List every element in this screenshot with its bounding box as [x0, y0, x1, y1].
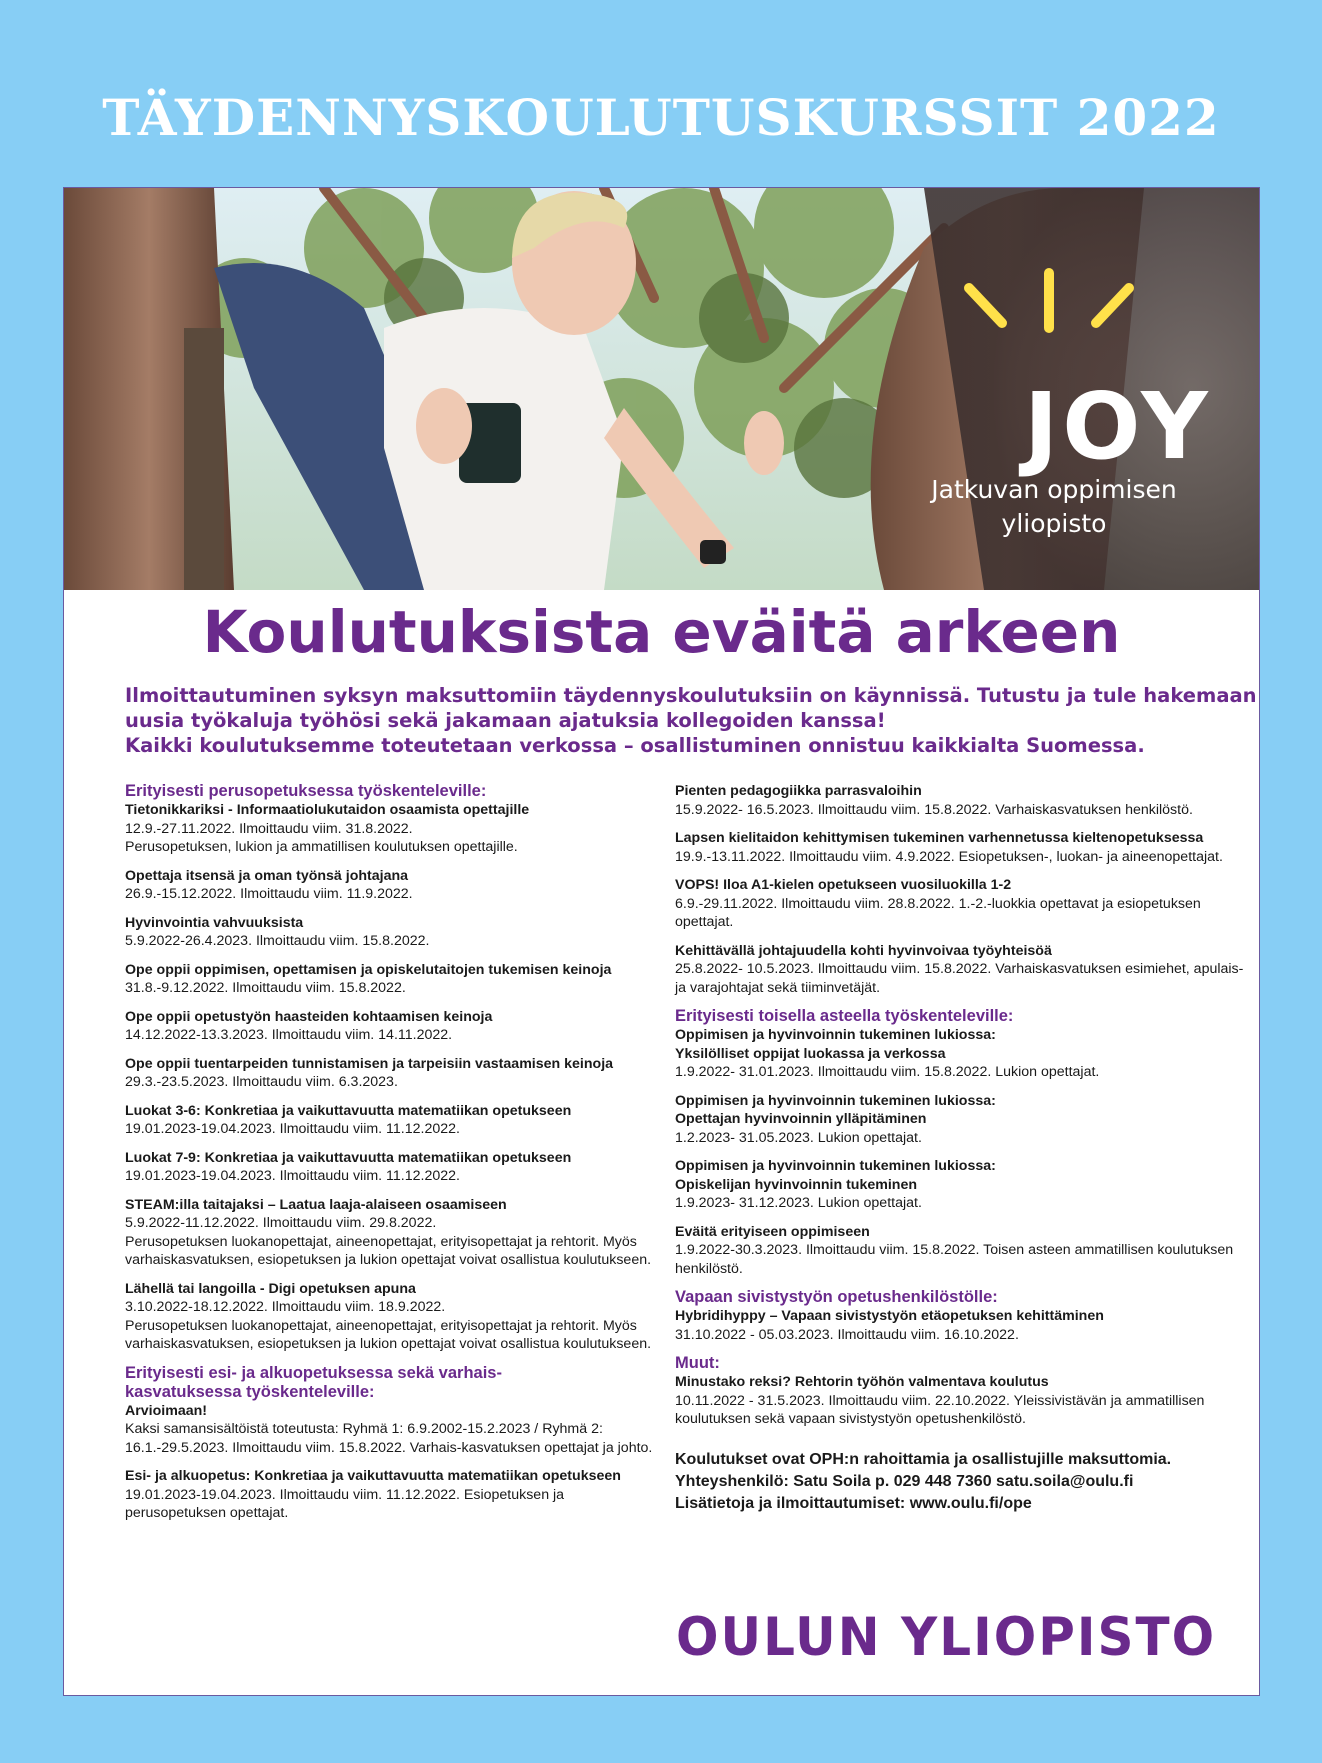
right-column [675, 782, 1245, 1515]
course-dates: 26.9.-15.12.2022. Ilmoittaudu viim. 11.9.2022. [125, 886, 413, 902]
course-title: Luokat 3-6: Konkretiaa ja vaikuttavuutta matematiikan opetukseen [125, 1102, 572, 1119]
course-dates: 19.01.2023-19.04.2023. Ilmoittaudu viim. 11.12.2022. [125, 1168, 460, 1184]
course-title: Hybridihyppy – Vapaan sivistystyön etäopetuksen kehittäminen [675, 1308, 1104, 1324]
course-dates: 15.9.2022- 16.5.2023. Ilmoittaudu viim. 15.8.2022. Varhaiskasvatuksen henkilöstö. [675, 801, 1193, 818]
flyer-card [63, 187, 1260, 1696]
joy-logo [904, 293, 1244, 553]
course-item [675, 782, 1245, 819]
intro-line-1: Ilmoittautuminen syksyn maksuttomiin täydennyskoulutuksiin on käynnissä. Tutustu ja tule hakemaan [125, 684, 1257, 707]
intro-text [125, 683, 1257, 758]
left-column [125, 782, 665, 1533]
course-title: Hyvinvointia vahvuuksista [125, 914, 304, 931]
joy-sub-line2: yliopisto [1001, 509, 1107, 538]
course-dates: 5.9.2022-11.12.2022. Ilmoittaudu viim. 29.8.2022. [125, 1215, 437, 1231]
course-item [125, 1055, 665, 1092]
course-item [125, 1196, 665, 1270]
section-heading [125, 1364, 665, 1402]
course-item [675, 1373, 1245, 1429]
course-item [125, 914, 665, 951]
section-heading: Erityisesti toisella asteella työskenteleville: [675, 1007, 1014, 1025]
course-item [675, 876, 1245, 932]
course-dates: 14.12.2022-13.3.2023. Ilmoittaudu viim. 14.11.2022. [125, 1027, 453, 1043]
course-dates: 19.01.2023-19.04.2023. Ilmoittaudu viim. 11.12.2022. [125, 1121, 460, 1137]
course-dates: 19.01.2023-19.04.2023. Ilmoittaudu viim. 11.12.2022. Esiopetuksen ja perusopetuksen opettajat. [125, 1486, 565, 1521]
course-dates: 10.11.2022 - 31.5.2023. Ilmoittaudu viim. 22.10.2022. Yleissivistävän ja ammatillisen koulutuksen sekä vapaan sivistystyön opetushenkilöstö. [675, 1392, 1205, 1427]
course-item [675, 1026, 1245, 1082]
course-title: Oppimisen ja hyvinvoinnin tukeminen lukiossa: [675, 1092, 996, 1109]
course-item [675, 1157, 1245, 1213]
section-heading: Vapaan sivistystyön opetushenkilöstölle: [675, 1288, 998, 1306]
course-item [675, 1223, 1245, 1279]
course-item [125, 801, 665, 857]
course-item [675, 829, 1245, 866]
joy-sub-line1: Jatkuvan oppimisen [931, 475, 1177, 504]
section-heading-line2: kasvatuksessa työskenteleville: [125, 1382, 375, 1401]
course-item [125, 867, 665, 904]
contact-person: Yhteyshenkilö: Satu Soila p. 029 448 7360 satu.soila@oulu.fi [675, 1472, 1134, 1490]
course-dates: 29.3.-23.5.2023. Ilmoittaudu viim. 6.3.2023. [125, 1074, 398, 1090]
course-dates: Kaksi samansisältöistä toteutusta: Ryhmä 1: 6.9.2002-15.2.2023 / Ryhmä 2: 16.1.-29.5.2023. Ilmoittaudu viim. 15.8.2022. Varhais-kasvatuksen opettajat ja johto. [125, 1421, 653, 1456]
course-title: Ope oppii tuentarpeiden tunnistamisen ja tarpeisiin vastaamisen keinoja [125, 1055, 614, 1072]
course-dates: 5.9.2022-26.4.2023. Ilmoittaudu viim. 15.8.2022. [125, 933, 430, 949]
funding-note: Koulutukset ovat OPH:n rahoittamia ja osallistujille maksuttomia. [675, 1450, 1172, 1468]
course-item [125, 1280, 665, 1354]
course-item [125, 1102, 665, 1139]
course-title: STEAM:illa taitajaksi – Laatua laaja-alaiseen osaamiseen [125, 1196, 507, 1213]
course-dates: 12.9.-27.11.2022. Ilmoittaudu viim. 31.8.2022. [125, 820, 413, 837]
course-item [125, 1149, 665, 1186]
course-title: Opettaja itsensä ja oman työnsä johtajana [125, 867, 409, 884]
course-title: Lähellä tai langoilla - Digi opetuksen apuna [125, 1280, 416, 1297]
course-dates: 25.8.2022- 10.5.2023. Ilmoittaudu viim. 15.8.2022. Varhaiskasvatuksen esimiehet, apulais- ja varajohtajat sekä tiiminvetäjät. [675, 961, 1244, 996]
course-title: Minustako reksi? Rehtorin työhön valmentava koulutus [675, 1374, 1049, 1390]
section-heading: Muut: [675, 1354, 720, 1372]
course-dates: 19.9.-13.11.2022. Ilmoittaudu viim. 4.9.2022. Esiopetuksen-, luokan- ja aineenopettajat. [675, 848, 1223, 865]
course-subtitle: Opettajan hyvinvoinnin ylläpitäminen [675, 1111, 927, 1127]
course-audience: Perusopetuksen luokanopettajat, aineenopettajat, erityisopettajat ja rehtorit. Myös varhaiskasvatuksen, esiopetuksen ja lukion opettajat voivat osallistua koulutukseen. [125, 1233, 652, 1268]
course-title: Eväitä erityiseen oppimiseen [675, 1223, 870, 1240]
more-info-link[interactable]: Lisätietoja ja ilmoittautumiset: www.oulu.fi/ope [675, 1494, 1032, 1512]
course-item [125, 1402, 665, 1458]
course-title: Ope oppii opetustyön haasteiden kohtaamisen keinoja [125, 1008, 493, 1025]
joy-wordmark: JOY [1024, 373, 1212, 480]
course-item [125, 1467, 665, 1523]
course-item [675, 1307, 1245, 1344]
course-title: Lapsen kielitaidon kehittymisen tukeminen varhennetussa kieltenopetuksessa [675, 830, 1204, 846]
course-dates: 1.2.2023- 31.05.2023. Lukion opettajat. [675, 1129, 922, 1146]
section-heading: Erityisesti perusopetuksessa työskenteleville: [125, 782, 487, 800]
course-dates: 1.9.2023- 31.12.2023. Lukion opettajat. [675, 1195, 922, 1211]
course-item [125, 961, 665, 998]
course-title: VOPS! Iloa A1-kielen opetukseen vuosiluokilla 1-2 [675, 877, 1012, 893]
course-subtitle: Yksilölliset oppijat luokassa ja verkossa [675, 1045, 946, 1062]
intro-line-2: uusia työkaluja työhösi sekä jakamaan ajatuksia kollegoiden kanssa! [125, 709, 886, 732]
course-dates: 3.10.2022-18.12.2022. Ilmoittaudu viim. 18.9.2022. [125, 1299, 446, 1315]
section-heading-line1: Erityisesti esi- ja alkuopetuksessa sekä varhais- [125, 1363, 502, 1382]
course-title: Kehittävällä johtajuudella kohti hyvinvoivaa työyhteisöä [675, 942, 1052, 959]
course-title: Pienten pedagogiikka parrasvaloihin [675, 783, 922, 799]
course-title: Ope oppii oppimisen, opettamisen ja opiskelutaitojen tukemisen keinoja [125, 961, 612, 978]
course-dates: 1.9.2022- 31.01.2023. Ilmoittaudu viim. 15.8.2022. Lukion opettajat. [675, 1064, 1100, 1080]
course-title: Oppimisen ja hyvinvoinnin tukeminen lukiossa: [675, 1027, 996, 1043]
hero-photo [64, 188, 1259, 590]
course-dates: 1.9.2022-30.3.2023. Ilmoittaudu viim. 15.8.2022. Toisen asteen ammatillisen koulutuksen henkilöstö. [675, 1242, 1234, 1277]
course-title: Arvioimaan! [125, 1402, 207, 1419]
course-title: Oppimisen ja hyvinvoinnin tukeminen lukiossa: [675, 1158, 996, 1174]
course-dates: 31.8.-9.12.2022. Ilmoittaudu viim. 15.8.2022. [125, 980, 406, 996]
course-dates: 6.9.-29.11.2022. Ilmoittaudu viim. 28.8.2022. 1.-2.-luokkia opettavat ja esiopetuksen opettajat. [675, 895, 1201, 930]
joy-subtitle [904, 473, 1204, 541]
course-audience: Perusopetuksen, lukion ja ammatillisen koulutuksen opettajille. [125, 839, 518, 855]
course-title: Luokat 7-9: Konkretiaa ja vaikuttavuutta matematiikan opetukseen [125, 1149, 572, 1166]
headline: Koulutuksista eväitä arkeen [202, 598, 1121, 666]
course-audience: Perusopetuksen luokanopettajat, aineenopettajat, erityisopettajat ja rehtorit. Myös varhaiskasvatuksen, esiopetuksen ja lukion opettajat voivat osallistua koulutukseen. [125, 1317, 652, 1352]
course-item [675, 1092, 1245, 1148]
course-title: Tietonikkariksi - Informaatiolukutaidon osaamista opettajille [125, 802, 530, 818]
page-title: TÄYDENNYSKOULUTUSKURSSIT 2022 [102, 88, 1220, 147]
intro-line-3: Kaikki koulutuksemme toteutetaan verkossa – osallistuminen onnistuu kaikkialta Suomessa. [125, 734, 1145, 757]
course-title: Esi- ja alkuopetus: Konkretiaa ja vaikuttavuutta matematiikan opetukseen [125, 1468, 621, 1484]
course-dates: 31.10.2022 - 05.03.2023. Ilmoittaudu viim. 16.10.2022. [675, 1326, 1019, 1343]
course-subtitle: Opiskelijan hyvinvoinnin tukeminen [675, 1176, 918, 1193]
course-item [125, 1008, 665, 1045]
contact-block [675, 1449, 1245, 1515]
oulun-yliopisto-logo: OULUN YLIOPISTO [676, 1606, 1217, 1668]
course-item [675, 942, 1245, 998]
